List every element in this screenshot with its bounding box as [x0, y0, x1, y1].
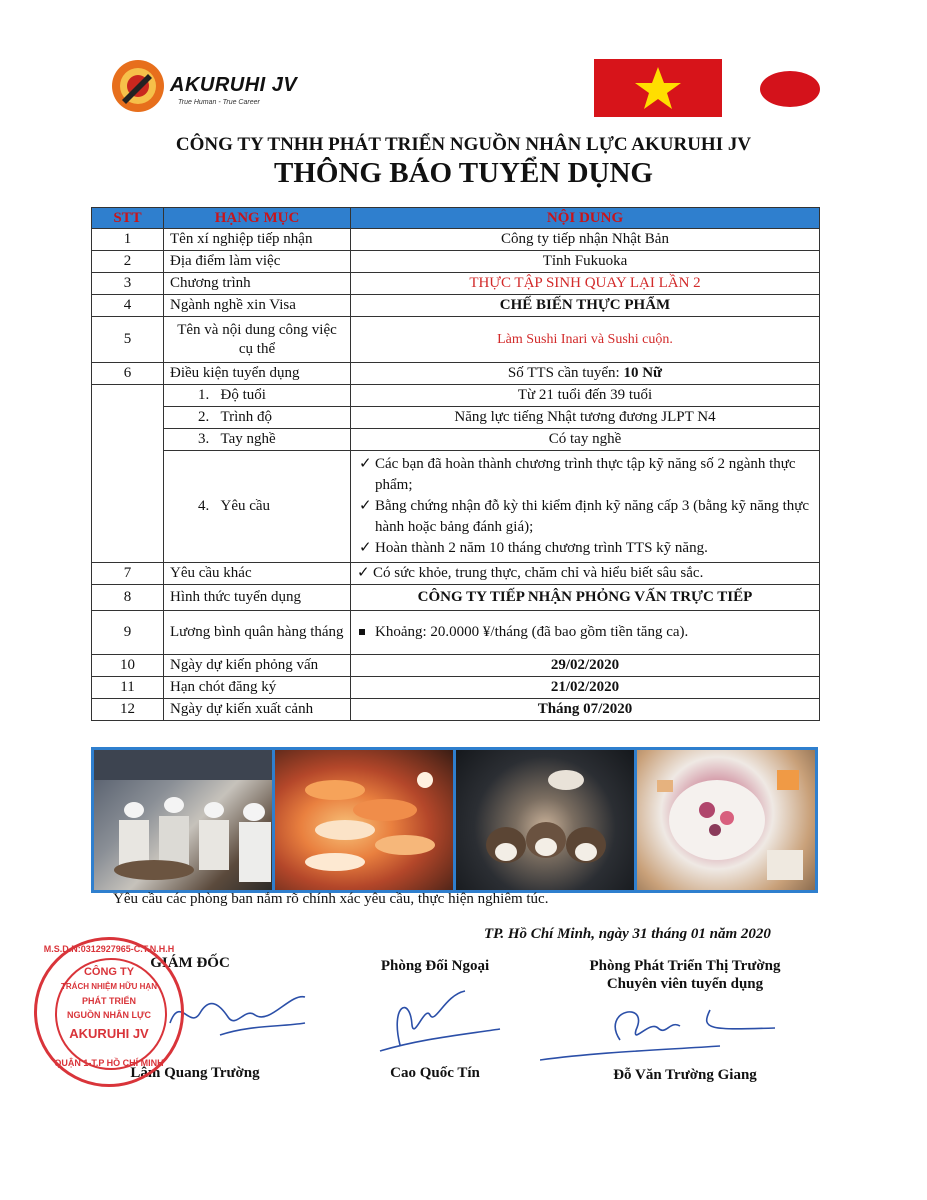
row-stt: 8	[92, 585, 164, 611]
requirement-text: Bằng chứng nhận đỗ kỳ thi kiểm định kỹ năng cấp 3 (bằng kỹ năng thực hành hoặc bảng đánh giá);	[375, 498, 810, 535]
check-icon: ✓	[357, 565, 370, 581]
table-subrow	[92, 407, 820, 429]
list-item	[357, 496, 813, 538]
table-row	[92, 295, 820, 317]
stamp-code: M.S.D.N:0312927965-C.T.N.H.H	[43, 944, 175, 954]
list-item	[357, 454, 813, 496]
subrow-item	[164, 451, 351, 563]
row-content: Công ty tiếp nhận Nhật Bản	[351, 229, 820, 251]
kitchen-photo	[94, 750, 272, 890]
notice-text: Yêu cầu các phòng ban nắm rõ chính xác yêu cầu, thực hiện nghiêm túc.	[113, 891, 549, 907]
row-content: 21/02/2020	[351, 677, 820, 699]
row-stt: 12	[92, 699, 164, 721]
page-title: THÔNG BÁO TUYỂN DỤNG	[274, 157, 653, 189]
subrow-empty-stt	[92, 385, 164, 563]
check-icon: ✓	[359, 540, 372, 556]
row-item: Chương trình	[164, 273, 351, 295]
row-stt: 2	[92, 251, 164, 273]
row-content	[351, 363, 820, 385]
logo-tagline: True Human - True Career	[178, 99, 260, 106]
logo-text: AKURUHI JV	[170, 74, 298, 96]
row-item: Lương bình quân hàng tháng	[164, 611, 351, 655]
table-header-row	[92, 208, 820, 229]
subrow-content: Có tay nghề	[351, 429, 820, 451]
requirement-text: Các bạn đã hoàn thành chương trình thực tập kỹ năng số 2 ngành thực phẩm;	[375, 456, 796, 493]
company-logo	[108, 56, 308, 118]
director-title: GIÁM ĐỐC	[150, 955, 230, 971]
row-content: Tỉnh Fukuoka	[351, 251, 820, 273]
row-content	[351, 611, 820, 655]
stamp-line-2: TRÁCH NHIỆM HỮU HẠN	[61, 982, 157, 991]
subrow-content: Từ 21 tuổi đến 39 tuổi	[351, 385, 820, 407]
row-item: Hạn chót đăng ký	[164, 677, 351, 699]
row-stt: 9	[92, 611, 164, 655]
table-row	[92, 317, 820, 363]
row-item: Ngày dự kiến phỏng vấn	[164, 655, 351, 677]
row-item: Tên và nội dung công việc cụ thể	[164, 317, 351, 363]
subrow-num: 1.	[198, 387, 210, 403]
list-item	[357, 538, 813, 559]
date-line: TP. Hồ Chí Minh, ngày 31 tháng 01 năm 2020	[484, 926, 771, 942]
subrow-item	[164, 385, 351, 407]
sushi-character-photo	[456, 750, 634, 890]
japan-flag-icon	[760, 71, 820, 107]
subrow-label: Yêu cầu	[220, 498, 271, 514]
sushi-plate-photo	[637, 750, 815, 890]
row-check-text: Có sức khỏe, trung thực, chăm chỉ và hiểu biết sâu sắc.	[373, 565, 704, 581]
table-row	[92, 363, 820, 385]
row-stt: 6	[92, 363, 164, 385]
row-item: Điều kiện tuyển dụng	[164, 363, 351, 385]
row-stt: 5	[92, 317, 164, 363]
bullet-icon	[359, 629, 365, 635]
row-item: Yêu cầu khác	[164, 563, 351, 585]
row-content-bold: 10 Nữ	[623, 365, 663, 381]
table-row	[92, 251, 820, 273]
subrow-num: 2.	[198, 409, 210, 425]
table-row	[92, 611, 820, 655]
company-stamp	[34, 937, 184, 1087]
foreign-dept-signature-icon	[370, 985, 510, 1055]
company-name: CÔNG TY TNHH PHÁT TRIỂN NGUỒN NHÂN LỰC AKURUHI JV	[175, 134, 752, 155]
requirement-list	[357, 452, 813, 561]
subrow-label: Tay nghề	[220, 431, 276, 447]
row-content: 29/02/2020	[351, 655, 820, 677]
market-dept-title: Phòng Phát Triển Thị Trường	[589, 958, 781, 974]
photo-strip	[91, 747, 818, 893]
row-content: CÔNG TY TIẾP NHẬN PHỎNG VẤN TRỰC TIẾP	[351, 585, 820, 611]
row-stt: 1	[92, 229, 164, 251]
row-content: Làm Sushi Inari và Sushi cuộn.	[351, 317, 820, 363]
row-content	[351, 563, 820, 585]
stamp-line-5: AKURUHI JV	[69, 1026, 149, 1041]
table-subrow	[92, 451, 820, 563]
director-name: Lâm Quang Trường	[130, 1065, 260, 1081]
table-row	[92, 563, 820, 585]
row-stt: 4	[92, 295, 164, 317]
table-row	[92, 585, 820, 611]
table-row	[92, 699, 820, 721]
header-content: NỘI DUNG	[351, 208, 820, 229]
market-dept-signature-icon	[540, 1000, 780, 1065]
subrow-label: Độ tuổi	[220, 387, 266, 403]
stamp-line-4: NGUỒN NHÂN LỰC	[67, 1010, 151, 1020]
row-stt: 10	[92, 655, 164, 677]
sun-logo-icon	[108, 56, 168, 116]
subrow-num: 3.	[198, 431, 210, 447]
stamp-line-1: CÔNG TY	[83, 966, 135, 978]
row-stt: 3	[92, 273, 164, 295]
row-item: Ngày dự kiến xuất cảnh	[164, 699, 351, 721]
row-content-prefix: Số TTS cần tuyển:	[507, 365, 624, 381]
foreign-dept-name: Cao Quốc Tín	[390, 1065, 480, 1081]
foreign-dept-title: Phòng Đối Ngoại	[380, 958, 490, 974]
header-item: HẠNG MỤC	[164, 208, 351, 229]
row-stt: 7	[92, 563, 164, 585]
recruitment-table	[91, 207, 820, 721]
table-subrow	[92, 429, 820, 451]
table-row	[92, 655, 820, 677]
stamp-line-3: PHÁT TRIỂN	[82, 996, 136, 1006]
row-content: Tháng 07/2020	[351, 699, 820, 721]
table-subrow	[92, 385, 820, 407]
stamp-line-6: QUẬN 1-T.P HỒ CHÍ MINH	[54, 1058, 164, 1068]
subrow-item	[164, 407, 351, 429]
row-item: Hình thức tuyển dụng	[164, 585, 351, 611]
table-row	[92, 229, 820, 251]
requirement-text: Hoàn thành 2 năm 10 tháng chương trình TTS kỹ năng.	[375, 540, 708, 556]
market-dept-name: Đỗ Văn Trường Giang	[613, 1067, 757, 1083]
row-item: Ngành nghề xin Visa	[164, 295, 351, 317]
row-item: Tên xí nghiệp tiếp nhận	[164, 229, 351, 251]
row-stt: 11	[92, 677, 164, 699]
row-content: THỰC TẬP SINH QUAY LẠI LẦN 2	[351, 273, 820, 295]
check-icon: ✓	[359, 456, 372, 472]
subrow-content	[351, 451, 820, 563]
subrow-num: 4.	[198, 498, 210, 514]
header-stt: STT	[92, 208, 164, 229]
row-content: CHẾ BIẾN THỰC PHẨM	[351, 295, 820, 317]
subrow-content: Năng lực tiếng Nhật tương đương JLPT N4	[351, 407, 820, 429]
market-dept-subtitle: Chuyên viên tuyển dụng	[606, 976, 764, 992]
subrow-label: Trình độ	[220, 409, 273, 425]
table-row	[92, 677, 820, 699]
row-salary-text: Khoảng: 20.0000 ¥/tháng (đã bao gồm tiền tăng ca).	[375, 624, 689, 640]
row-item: Địa điểm làm việc	[164, 251, 351, 273]
sushi-platter-photo	[275, 750, 453, 890]
vietnam-flag-icon	[594, 59, 722, 117]
check-icon: ✓	[359, 498, 372, 514]
subrow-item	[164, 429, 351, 451]
table-row	[92, 273, 820, 295]
